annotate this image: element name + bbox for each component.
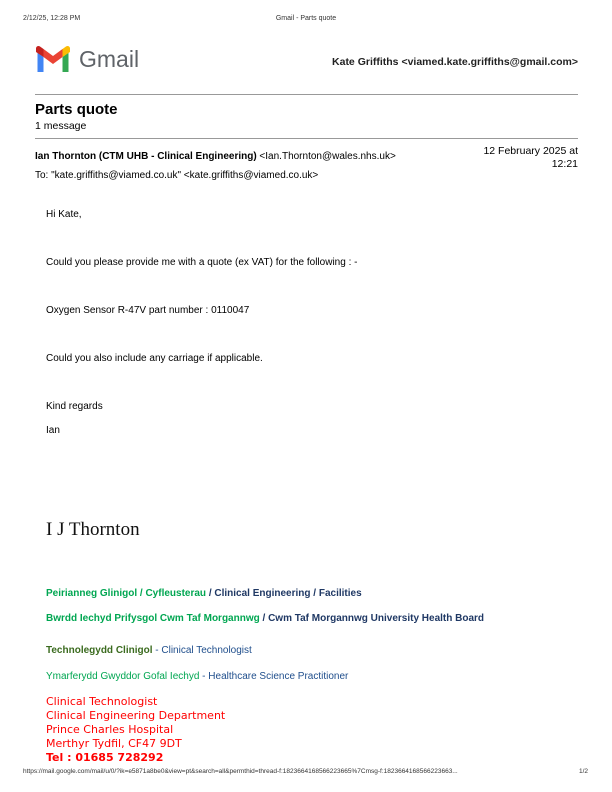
message-date	[483, 145, 578, 171]
body-line: Ian	[46, 425, 60, 436]
address-line: Prince Charles Hospital	[46, 723, 174, 736]
sender-name: Ian Thornton (CTM UHB - Clinical Engineering)	[35, 151, 257, 162]
print-page-number: 1/2	[578, 768, 588, 775]
divider	[35, 94, 578, 95]
signature-board	[46, 613, 484, 624]
address-line: Merthyr Tydfil, CF47 9DT	[46, 737, 182, 750]
role2-english: - Healthcare Science Practitioner	[199, 671, 349, 682]
signature-role-2	[46, 671, 348, 682]
address-phone: Tel : 01685 728292	[46, 751, 164, 764]
address-line: Clinical Technologist	[46, 695, 158, 708]
signature-role-1	[46, 645, 252, 656]
dept-welsh: Peirianneg Glinigol / Cyfleusterau	[46, 588, 207, 599]
message-date-line2: 12:21	[551, 158, 578, 170]
signature-name: I J Thornton	[46, 519, 140, 540]
message-from	[35, 151, 396, 162]
address-line: Clinical Engineering Department	[46, 709, 226, 722]
signature-address	[46, 695, 225, 765]
body-line: Kind regards	[46, 401, 103, 412]
message-to: To: "kate.griffiths@viamed.co.uk" <kate.griffiths@viamed.co.uk>	[35, 170, 319, 181]
message-date-line1: 12 February 2025 at	[483, 145, 578, 157]
body-line: Hi Kate,	[46, 209, 82, 220]
print-datetime: 2/12/25, 12:28 PM	[23, 15, 81, 22]
gmail-logo-icon[interactable]	[35, 45, 71, 73]
body-line: Could you also include any carriage if applicable.	[46, 353, 263, 364]
signature-department	[46, 588, 362, 599]
body-line: Could you please provide me with a quote (ex VAT) for the following : -	[46, 257, 358, 268]
board-welsh: Bwrdd Iechyd Prifysgol Cwm Taf Morgannwg	[46, 613, 260, 624]
divider	[35, 138, 578, 139]
role1-welsh: Technolegydd Clinigol	[46, 645, 153, 656]
thread-subject: Parts quote	[35, 101, 118, 118]
role2-welsh: Ymarferydd Gwyddor Gofal Iechyd	[46, 671, 200, 682]
print-url: https://mail.google.com/mail/u/0/?ik=e5871a8be0&view=pt&search=all&permthid=thread-f:1823664168566223665%7Cmsg-f:1823664168566223663...	[23, 768, 458, 775]
print-title: Gmail - Parts quote	[275, 15, 337, 22]
dept-english: / Clinical Engineering / Facilities	[206, 588, 362, 599]
role1-english: - Clinical Technologist	[152, 645, 252, 656]
message-count: 1 message	[35, 120, 87, 132]
body-line: Oxygen Sensor R-47V part number : 0110047	[46, 305, 250, 316]
sender-email[interactable]: <Ian.Thornton@wales.nhs.uk>	[256, 151, 396, 162]
board-english: / Cwm Taf Morgannwg University Health Board	[259, 613, 485, 624]
gmail-logo-text: Gmail	[79, 46, 140, 72]
account-label: Kate Griffiths <viamed.kate.griffiths@gmail.com>	[332, 56, 578, 68]
